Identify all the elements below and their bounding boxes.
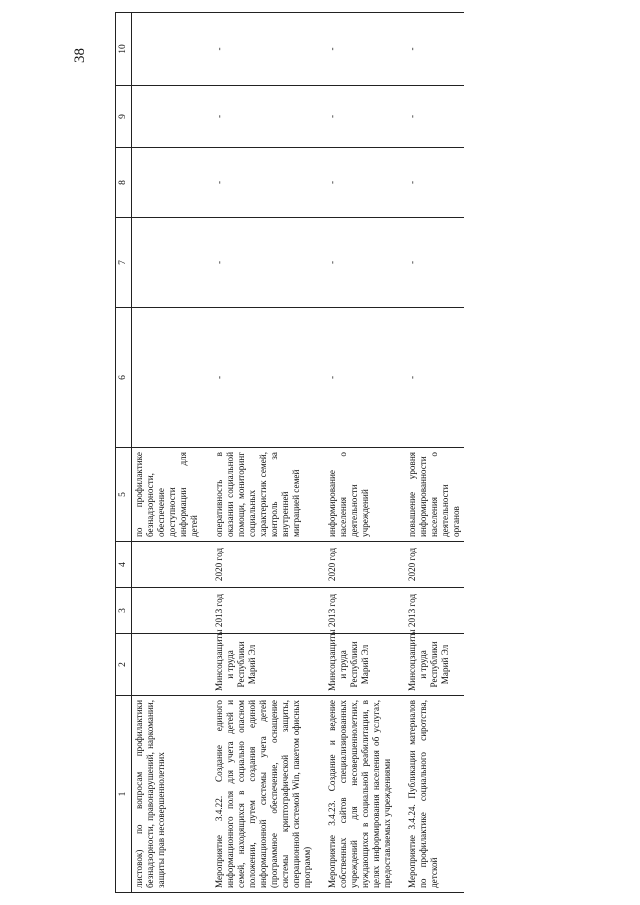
value-cell-7: - — [405, 218, 464, 308]
end-year-cell: 2020 год — [325, 542, 395, 588]
executor-cell — [132, 634, 203, 696]
measure-name-cell: Мероприятие 3.4.24. Публикации материалов по профилактике социального сиротства, детской — [405, 696, 464, 893]
column-number-5: 5 — [116, 448, 132, 542]
value-cell-8: - — [212, 148, 315, 218]
value-cell-10 — [132, 13, 203, 86]
measure-name-cell: Мероприятие 3.4.23. Создание и ведение собственных сайтов специализированных учреждений для несовершеннолетних, нуждающихся в социальной реабилитации, в целях информирования населения об услугах, предоставляемых учреждениями — [325, 696, 395, 893]
value-cell-6: - — [405, 308, 464, 448]
value-cell-10: - — [325, 13, 395, 86]
column-number-7: 7 — [116, 218, 132, 308]
value-cell-6: - — [212, 308, 315, 448]
value-cell-7: - — [212, 218, 315, 308]
table-header-row — [116, 13, 132, 893]
expected-result-cell: по профилактике безнадзорности, обеспечение доступности информации для детей — [132, 448, 203, 542]
value-cell-9 — [132, 86, 203, 148]
expected-result-cell: повышение уровня информированности населения о деятельности органов — [405, 448, 464, 542]
value-cell-10: - — [212, 13, 315, 86]
row-gap — [202, 13, 212, 893]
value-cell-8: - — [325, 148, 395, 218]
start-year-cell: 2013 год — [405, 588, 464, 634]
expected-result-cell: информирование населения о деятельности учреждений — [325, 448, 395, 542]
page-number: 38 — [72, 48, 88, 63]
program-measures-table — [115, 12, 464, 893]
executor-cell: Минсоцзащиты и труда Республики Марий Эл — [212, 634, 315, 696]
column-number-8: 8 — [116, 148, 132, 218]
column-number-10: 10 — [116, 13, 132, 86]
row-gap — [315, 13, 325, 893]
expected-result-cell: оперативность в оказании социальной помощи, мониторинг социальных характеристик семей, контроль за внутренней миграцией семей — [212, 448, 315, 542]
value-cell-9: - — [405, 86, 464, 148]
value-cell-7: - — [325, 218, 395, 308]
value-cell-6 — [132, 308, 203, 448]
end-year-cell: 2020 год — [405, 542, 464, 588]
start-year-cell: 2013 год — [212, 588, 315, 634]
value-cell-8: - — [405, 148, 464, 218]
executor-cell: Минсоцзащиты и труда Республики Марий Эл — [405, 634, 464, 696]
end-year-cell: 2020 год — [212, 542, 315, 588]
value-cell-10: - — [405, 13, 464, 86]
measure-name-cell: Мероприятие 3.4.22. Создание единого информационного поля для учета детей и семей, находящихся в социально опасном положении, путем создания единой информационной системы учета детей (программное обеспечение, оснащение системы криптографической защиты, операционной системой Win, пакетом офисных программ) — [212, 696, 315, 893]
value-cell-9: - — [212, 86, 315, 148]
column-number-9: 9 — [116, 86, 132, 148]
value-cell-9: - — [325, 86, 395, 148]
column-number-1: 1 — [116, 696, 132, 893]
value-cell-8 — [132, 148, 203, 218]
executor-cell: Минсоцзащиты и труда Республики Марий Эл — [325, 634, 395, 696]
column-number-2: 2 — [116, 634, 132, 696]
column-number-3: 3 — [116, 588, 132, 634]
column-number-6: 6 — [116, 308, 132, 448]
value-cell-7 — [132, 218, 203, 308]
table-row — [405, 13, 464, 893]
start-year-cell: 2013 год — [325, 588, 395, 634]
column-number-4: 4 — [116, 542, 132, 588]
row-gap — [395, 13, 405, 893]
value-cell-6: - — [325, 308, 395, 448]
table-row — [212, 13, 315, 893]
start-year-cell — [132, 588, 203, 634]
table-row — [325, 13, 395, 893]
table-row — [132, 13, 203, 893]
measure-name-cell: листовок) по вопросам профилактики безнадзорности, правонарушений, наркомании, защиты прав несовершеннолетних — [132, 696, 203, 893]
end-year-cell — [132, 542, 203, 588]
